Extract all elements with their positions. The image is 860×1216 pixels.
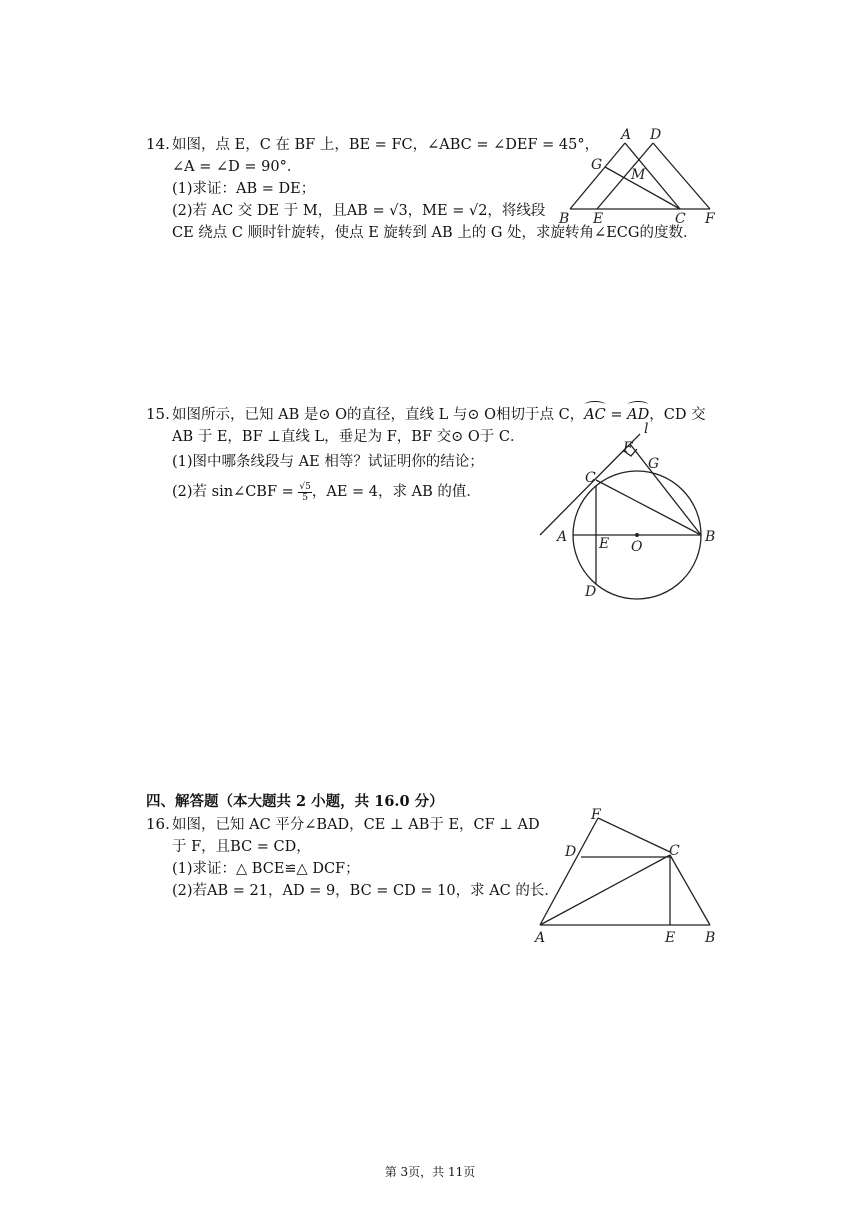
tangent-line-l [540,444,630,535]
line-ba [570,143,625,209]
label-g: G [648,456,660,472]
label-b: B [559,211,570,227]
label-f: F [591,807,601,823]
q16-text [172,814,559,902]
section-heading: 四、解答题（本大题共 2 小题，共 16.0 分） [146,793,444,810]
label-m: M [631,167,646,183]
q14-figure [555,125,725,230]
label-c: C [669,843,680,859]
q16-figure [525,805,725,950]
q14-line2: ∠A = ∠D = 90°． [172,159,302,175]
label-e: E [593,211,604,227]
line-bc [596,480,701,535]
q14-line5: CE 绕点 C 顺时针旋转，使点 E 旋转到 AB 上的 G 处，求旋转角∠ECG的度数． [172,225,698,241]
q15-line1-b: ，CD 交 [649,407,706,423]
q15-line4-b: ，AE = 4，求 AB 的值． [311,484,481,500]
q15-eq: = [605,407,628,423]
q16-number: 16. [146,815,170,833]
sqrt5-over-5-fraction [298,482,311,503]
q14-line1: 如图，点 E，C 在 BF 上，BE = FC，∠ABC = ∠DEF = 45°， [172,137,600,153]
label-f: F [705,211,715,227]
label-d: D [585,584,597,600]
line-fc [598,818,670,852]
q16-line1: 如图，已知 AC 平分∠BAD，CE ⊥ AB于 E，CF ⊥ AD [172,817,540,833]
label-f: F [623,440,633,456]
q15-number: 15. [146,405,170,423]
label-d: D [565,844,577,860]
frac-denominator: 5 [302,492,308,503]
label-a: A [535,930,546,946]
label-b: B [705,930,716,946]
label-b: B [705,529,716,545]
q14-line3: (1)求证：AB = DE； [172,181,316,197]
frac-numerator: √5 [299,481,311,492]
q15-line1-a: 如图所示，已知 AB 是⊙ O的直径，直线 L 与⊙ O相切于点 C， [172,407,585,423]
q15-line3: (1)图中哪条线段与 AE 相等？试证明你的结论； [172,454,484,470]
arc-ad: AD [627,404,649,426]
label-l: l [644,421,649,437]
center-dot [635,533,639,537]
q14-number: 14. [146,135,170,153]
arc-ac: AC [584,404,606,426]
q16-line3: (1)求证：△ BCE≌△ DCF； [172,861,360,877]
q16-line2: 于 F，且BC = CD， [172,839,311,855]
page-footer: 第 3页，共 11页 [384,1165,476,1179]
label-d: D [650,127,662,143]
label-g: G [591,157,603,173]
label-c: C [585,470,596,486]
label-a: A [557,529,568,545]
q16-line4: (2)若AB = 21，AD = 9，BC = CD = 10，求 AC 的长． [172,883,559,899]
label-e: E [599,536,610,552]
q15-line4-a: (2)若 sin∠CBF = [172,484,299,500]
line-bf [630,444,701,535]
label-a: A [621,127,632,143]
q15-line2: AB 于 E，BF ⊥直线 L，垂足为 F，BF 交⊙ O于 C． [172,429,525,445]
line-cb [670,855,710,925]
q15-figure [530,420,730,605]
q14-line4: (2)若 AC 交 DE 于 M，且AB = √3，ME = √2，将线段 [172,203,546,219]
label-e: E [665,930,676,946]
label-c: C [675,211,686,227]
label-o: O [631,539,643,555]
